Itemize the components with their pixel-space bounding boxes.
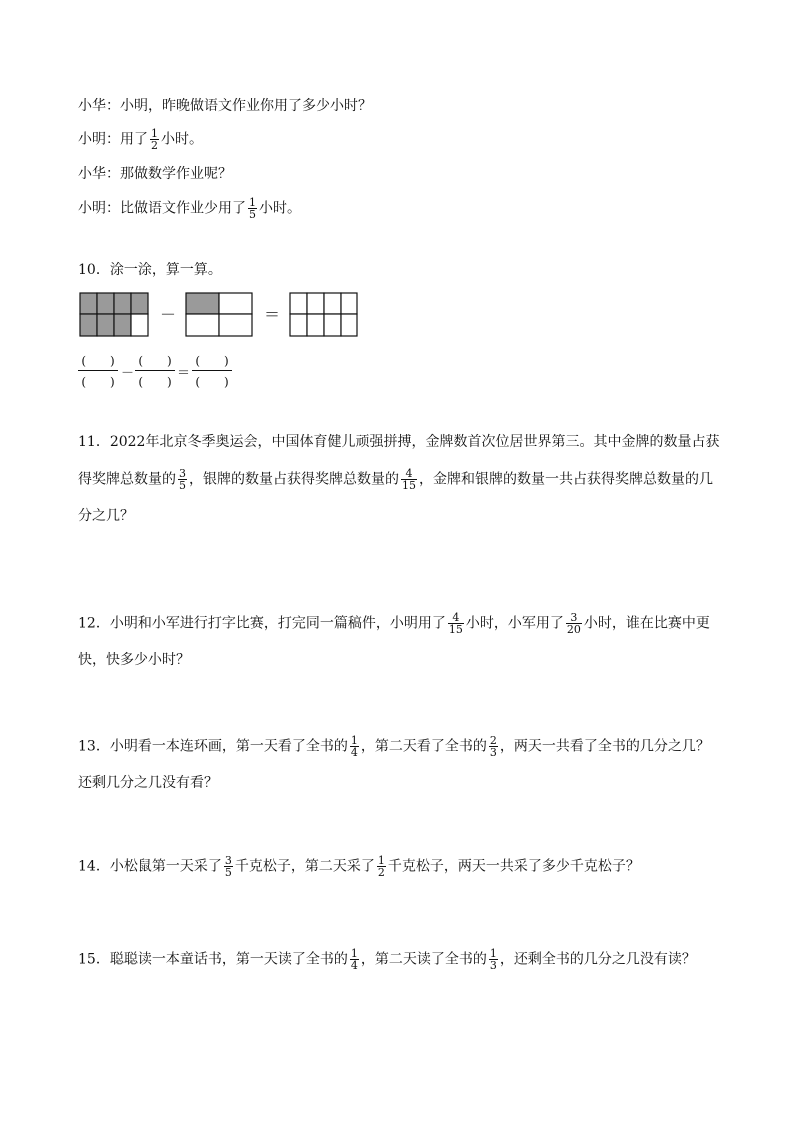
grid-left	[80, 293, 148, 336]
q10-diagram	[0, 0, 794, 400]
blank-denominator-3[interactable]: ( )	[195, 375, 229, 389]
q12-line-2: 快，快多少小时？	[78, 652, 190, 668]
q13-line-2: 还剩几分之几没有看？	[78, 775, 218, 791]
fraction: $\frac{3}{20}$	[566, 611, 581, 636]
fraction: $\frac{1}{4}$	[350, 947, 358, 972]
blank-numerator-1[interactable]: ( )	[81, 354, 115, 368]
minus-sign-2: －	[121, 366, 135, 381]
minus-sign: －	[160, 305, 177, 324]
fraction: $\frac{1}{2}$	[151, 127, 158, 152]
fraction: $\frac{1}{3}$	[489, 947, 497, 972]
fraction-bar-3	[192, 370, 232, 371]
fraction: $\frac{3}{5}$	[179, 467, 186, 492]
q14-line: 14．小松鼠第一天采了 $\frac{3}{5}$ 千克松子，第二天采了 $\frac{1}{2}$ 千克松子，两天一共采了多少千克松子？	[78, 854, 640, 879]
q11-line-2: 得奖牌总数量的 $\frac{3}{5}$ ，银牌的数量占获得奖牌总数量的 $\frac{4}{15}$ ，金牌和银牌的数量一共占获得奖牌总数量的几	[78, 467, 713, 492]
dialogue-line-3: 小华：那做数学作业呢？	[78, 166, 232, 182]
q12-line-1: 12．小明和小军进行打字比赛，打完同一篇稿件，小明用了 $\frac{4}{15}$ 小时，小军用了 $\frac{3}{20}$ 小时，谁在比赛中更	[78, 611, 710, 636]
q11-line-1: 11．2022年北京冬季奥运会，中国体育健儿顽强拼搏，金牌数首次位居世界第三。其中金牌的数量占获	[78, 434, 720, 450]
dialogue-line-1: 小华：小明，昨晚做语文作业你用了多少小时？	[78, 98, 372, 114]
grid-middle	[186, 293, 252, 336]
fraction-bar-1	[78, 370, 118, 371]
blank-numerator-2[interactable]: ( )	[138, 354, 172, 368]
q11-line-3: 分之几？	[78, 508, 134, 524]
grid-right	[290, 293, 357, 336]
fraction: $\frac{1}{4}$	[350, 734, 358, 759]
equals-sign-2: ＝	[177, 366, 191, 381]
blank-numerator-3[interactable]: ( )	[195, 354, 229, 368]
fraction: $\frac{2}{3}$	[489, 734, 497, 759]
fraction-bar-2	[135, 370, 175, 371]
q10-title: 10．涂一涂，算一算。	[78, 262, 222, 278]
q13-line-1: 13．小明看一本连环画，第一天看了全书的 $\frac{1}{4}$ ，第二天看了全书的 $\frac{2}{3}$ ，两天一共看了全书的几分之几？	[78, 734, 710, 759]
fraction: $\frac{4}{15}$	[448, 611, 463, 636]
fraction: $\frac{4}{15}$	[402, 467, 416, 492]
fraction: $\frac{1}{2}$	[377, 854, 385, 879]
q15-line: 15．聪聪读一本童话书，第一天读了全书的 $\frac{1}{4}$ ，第二天读了全书的 $\frac{1}{3}$ ，还剩全书的几分之几没有读？	[78, 947, 696, 972]
blank-denominator-1[interactable]: ( )	[81, 375, 115, 389]
dialogue-line-4: 小明：比做语文作业少用了 $\frac{1}{5}$ 小时。	[78, 196, 301, 221]
fraction: $\frac{3}{5}$	[224, 854, 232, 879]
equals-sign: ＝	[264, 305, 281, 324]
blank-denominator-2[interactable]: ( )	[138, 375, 172, 389]
dialogue-line-2: 小明：用了 $\frac{1}{2}$ 小时。	[78, 127, 203, 152]
fraction: $\frac{1}{5}$	[249, 196, 256, 221]
